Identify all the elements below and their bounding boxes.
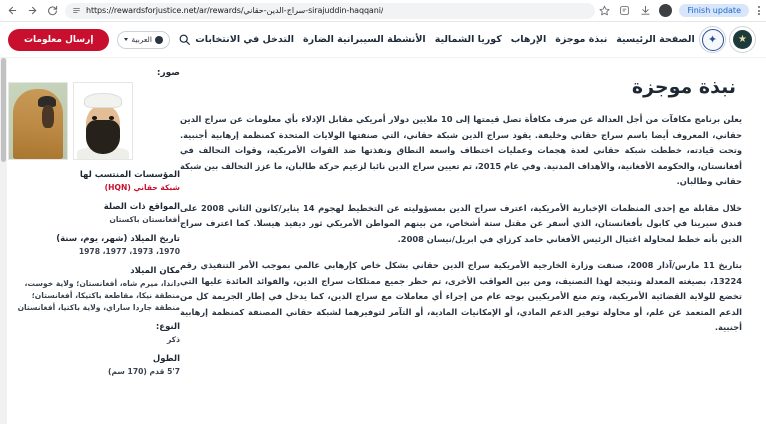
field-gender-value: ذكر	[166, 335, 180, 344]
submit-information-button[interactable]: إرسال معلومات	[8, 29, 109, 51]
photo-gallery	[8, 82, 180, 160]
reload-icon[interactable]	[44, 2, 61, 19]
field-height-label: الطول	[152, 354, 180, 364]
main-navigation	[191, 34, 699, 45]
subject-sketch[interactable]	[73, 82, 133, 160]
download-icon[interactable]	[638, 4, 652, 18]
chevron-down-icon	[124, 38, 128, 41]
browser-toolbar	[0, 0, 766, 22]
photo-face-shape	[42, 105, 54, 128]
nav-malicious-cyber[interactable]: الأنشطة السيبرانية الضارة	[303, 34, 426, 45]
field-place-of-birth-value: داندا، ميرم شاه، أفغانستان؛ ولاية خوست، منطقة نيكا، مقاطعة باكتيكا، أفغانستان؛ منطقة جاردا ساراي، ولاية باكتيا، أفغانستان	[17, 279, 180, 312]
field-date-of-birth-value: 1970، 1973، 1977، 1978	[78, 247, 180, 256]
field-height-value: 7'5 قدم (170 سم)	[107, 367, 180, 376]
field-related-locations-label: المواقع ذات الصلة	[103, 202, 180, 212]
nav-brief[interactable]: نبذة موجزة	[555, 34, 608, 45]
sketch-beard-shape	[86, 120, 120, 154]
language-selector[interactable]	[117, 31, 170, 49]
state-seal-glyph: ★	[733, 30, 752, 49]
rfj-seal-glyph: ✦	[702, 29, 724, 51]
globe-icon	[155, 36, 163, 44]
address-bar[interactable]	[65, 3, 595, 19]
search-icon[interactable]	[178, 33, 191, 46]
header-tools	[8, 29, 191, 51]
photos-label: صور:	[156, 68, 180, 78]
page-title: نبذة موجزة	[631, 76, 736, 98]
rewards-for-justice-seal[interactable]	[699, 26, 726, 53]
page-body	[0, 58, 766, 424]
field-affiliated-organizations-value[interactable]: شبكة حقاني (HQN)	[104, 183, 180, 192]
language-label: العربية	[131, 35, 152, 44]
avatar[interactable]	[659, 4, 672, 17]
kebab-menu-icon[interactable]	[756, 6, 762, 15]
back-arrow-icon[interactable]	[4, 2, 21, 19]
field-related-locations-value: أفغانستان باكستان	[109, 215, 180, 224]
extensions-icon[interactable]	[617, 4, 631, 18]
forward-arrow-icon[interactable]	[24, 2, 41, 19]
department-of-state-seal[interactable]	[729, 26, 756, 53]
field-affiliated-organizations-label: المؤسسات المنتسب لها	[79, 170, 180, 180]
article-column	[180, 66, 748, 424]
nav-north-korea[interactable]: كوريا الشمالية	[434, 34, 502, 45]
details-sidebar	[8, 66, 180, 424]
article-paragraph: يعلن برنامج مكافآت من أجل العدالة عن صرف مكافأة تصل قيمتها إلى 10 ملايين دولار أمريكي مقابل الإدلاء بأي معلومات عن سراج الدين حقاني، المعروف أيضا باسم سراج حقاني وخليفة. يقود سراج الدين شبكة حقاني، التي صنفتها الولايات المتحدة كمنظمة إرهابية أجنبية. وتحت قيادته، خططت شبكة حقاني لعدة هجمات وعمليات اختطاف واسعة النطاق ونفذتها ضد القوات الأمريكية، وقوات التحالف في أفغانستان، والحكومة الأفغانية، والأهداف المدنية. وفي عام 2015، تم تعيين سراج الدين نائبا لزعيم حركة طالبان، ما عزز التحالف بين شبكة حقاني وطالبان.	[180, 114, 743, 186]
site-header	[0, 22, 766, 58]
subject-photo[interactable]	[8, 82, 68, 160]
page-scrollbar[interactable]	[0, 58, 7, 424]
seal-group	[699, 26, 756, 53]
sketch-turban-shape	[84, 93, 122, 108]
finish-update-button[interactable]: Finish update	[679, 4, 749, 17]
sketch-eyes-shape	[91, 116, 115, 120]
field-date-of-birth-label: تاريخ الميلاد (شهر، يوم، سنة)	[56, 234, 180, 244]
nav-election-interference[interactable]: التدخل في الانتخابات	[195, 34, 295, 45]
field-gender-label: النوع:	[155, 322, 180, 332]
scrollbar-thumb[interactable]	[1, 58, 6, 162]
field-place-of-birth-label: مكان الميلاد	[130, 266, 180, 276]
nav-terrorism[interactable]: الإرهاب	[510, 34, 547, 45]
nav-home[interactable]: الصفحة الرئيسية	[616, 34, 695, 45]
article-paragraph: بتاريخ 11 مارس/آذار 2008، صنفت وزارة الخارجية الأمريكية سراج الدين حقاني بشكل خاص كإرهابي عالمي بموجب الأمر التنفيذي رقم 13224، بصيغته المعدلة ونتيجة لهذا التصنيف، ومن بين العواقب الأخرى، تم حظر جميع ممتلكات سراج الدين، والفوائد العائدة عليها التي تخضع للولاية القضائية الأمريكية، وتم منع الأمريكيين بوجه عام من إجراء أي معاملات مع سراج الدين، كما يدخل في إطار الجريمة كل من الدعم المتعمد عن علم، أو محاولة توفير الدعم المادي، أو الإمكانيات المادية، أو التآمر لتوفيرهما لشبكة حقاني المصنفة كمنظمة إرهابية أجنبية.	[180, 260, 742, 332]
url-text: https://rewardsforjustice.net/ar/rewards/سراج-الدين-حقاني-sirajuddin-haqqani/	[86, 6, 384, 15]
browser-actions	[613, 4, 762, 18]
site-settings-icon[interactable]	[72, 6, 81, 15]
star-icon[interactable]	[599, 5, 610, 16]
article-paragraph: خلال مقابلة مع إحدى المنظمات الإخبارية الأمريكية، اعترف سراج الدين بمسؤوليته عن التخطيط لهجوم 14 يناير/كانون الثاني 2008 على فندق سيرينا في كابول بأفغانستان، الذي أسفر عن مقتل ستة أشخاص، من بينهم المواطن الأمريكي ثور ديفيد هيسلا. كما اعترف سراج الدين بأنه خطط لمحاولة اغتيال الرئيس الأفغاني حامد كرزاي في ابريل/نيسان 2008.	[180, 202, 742, 244]
